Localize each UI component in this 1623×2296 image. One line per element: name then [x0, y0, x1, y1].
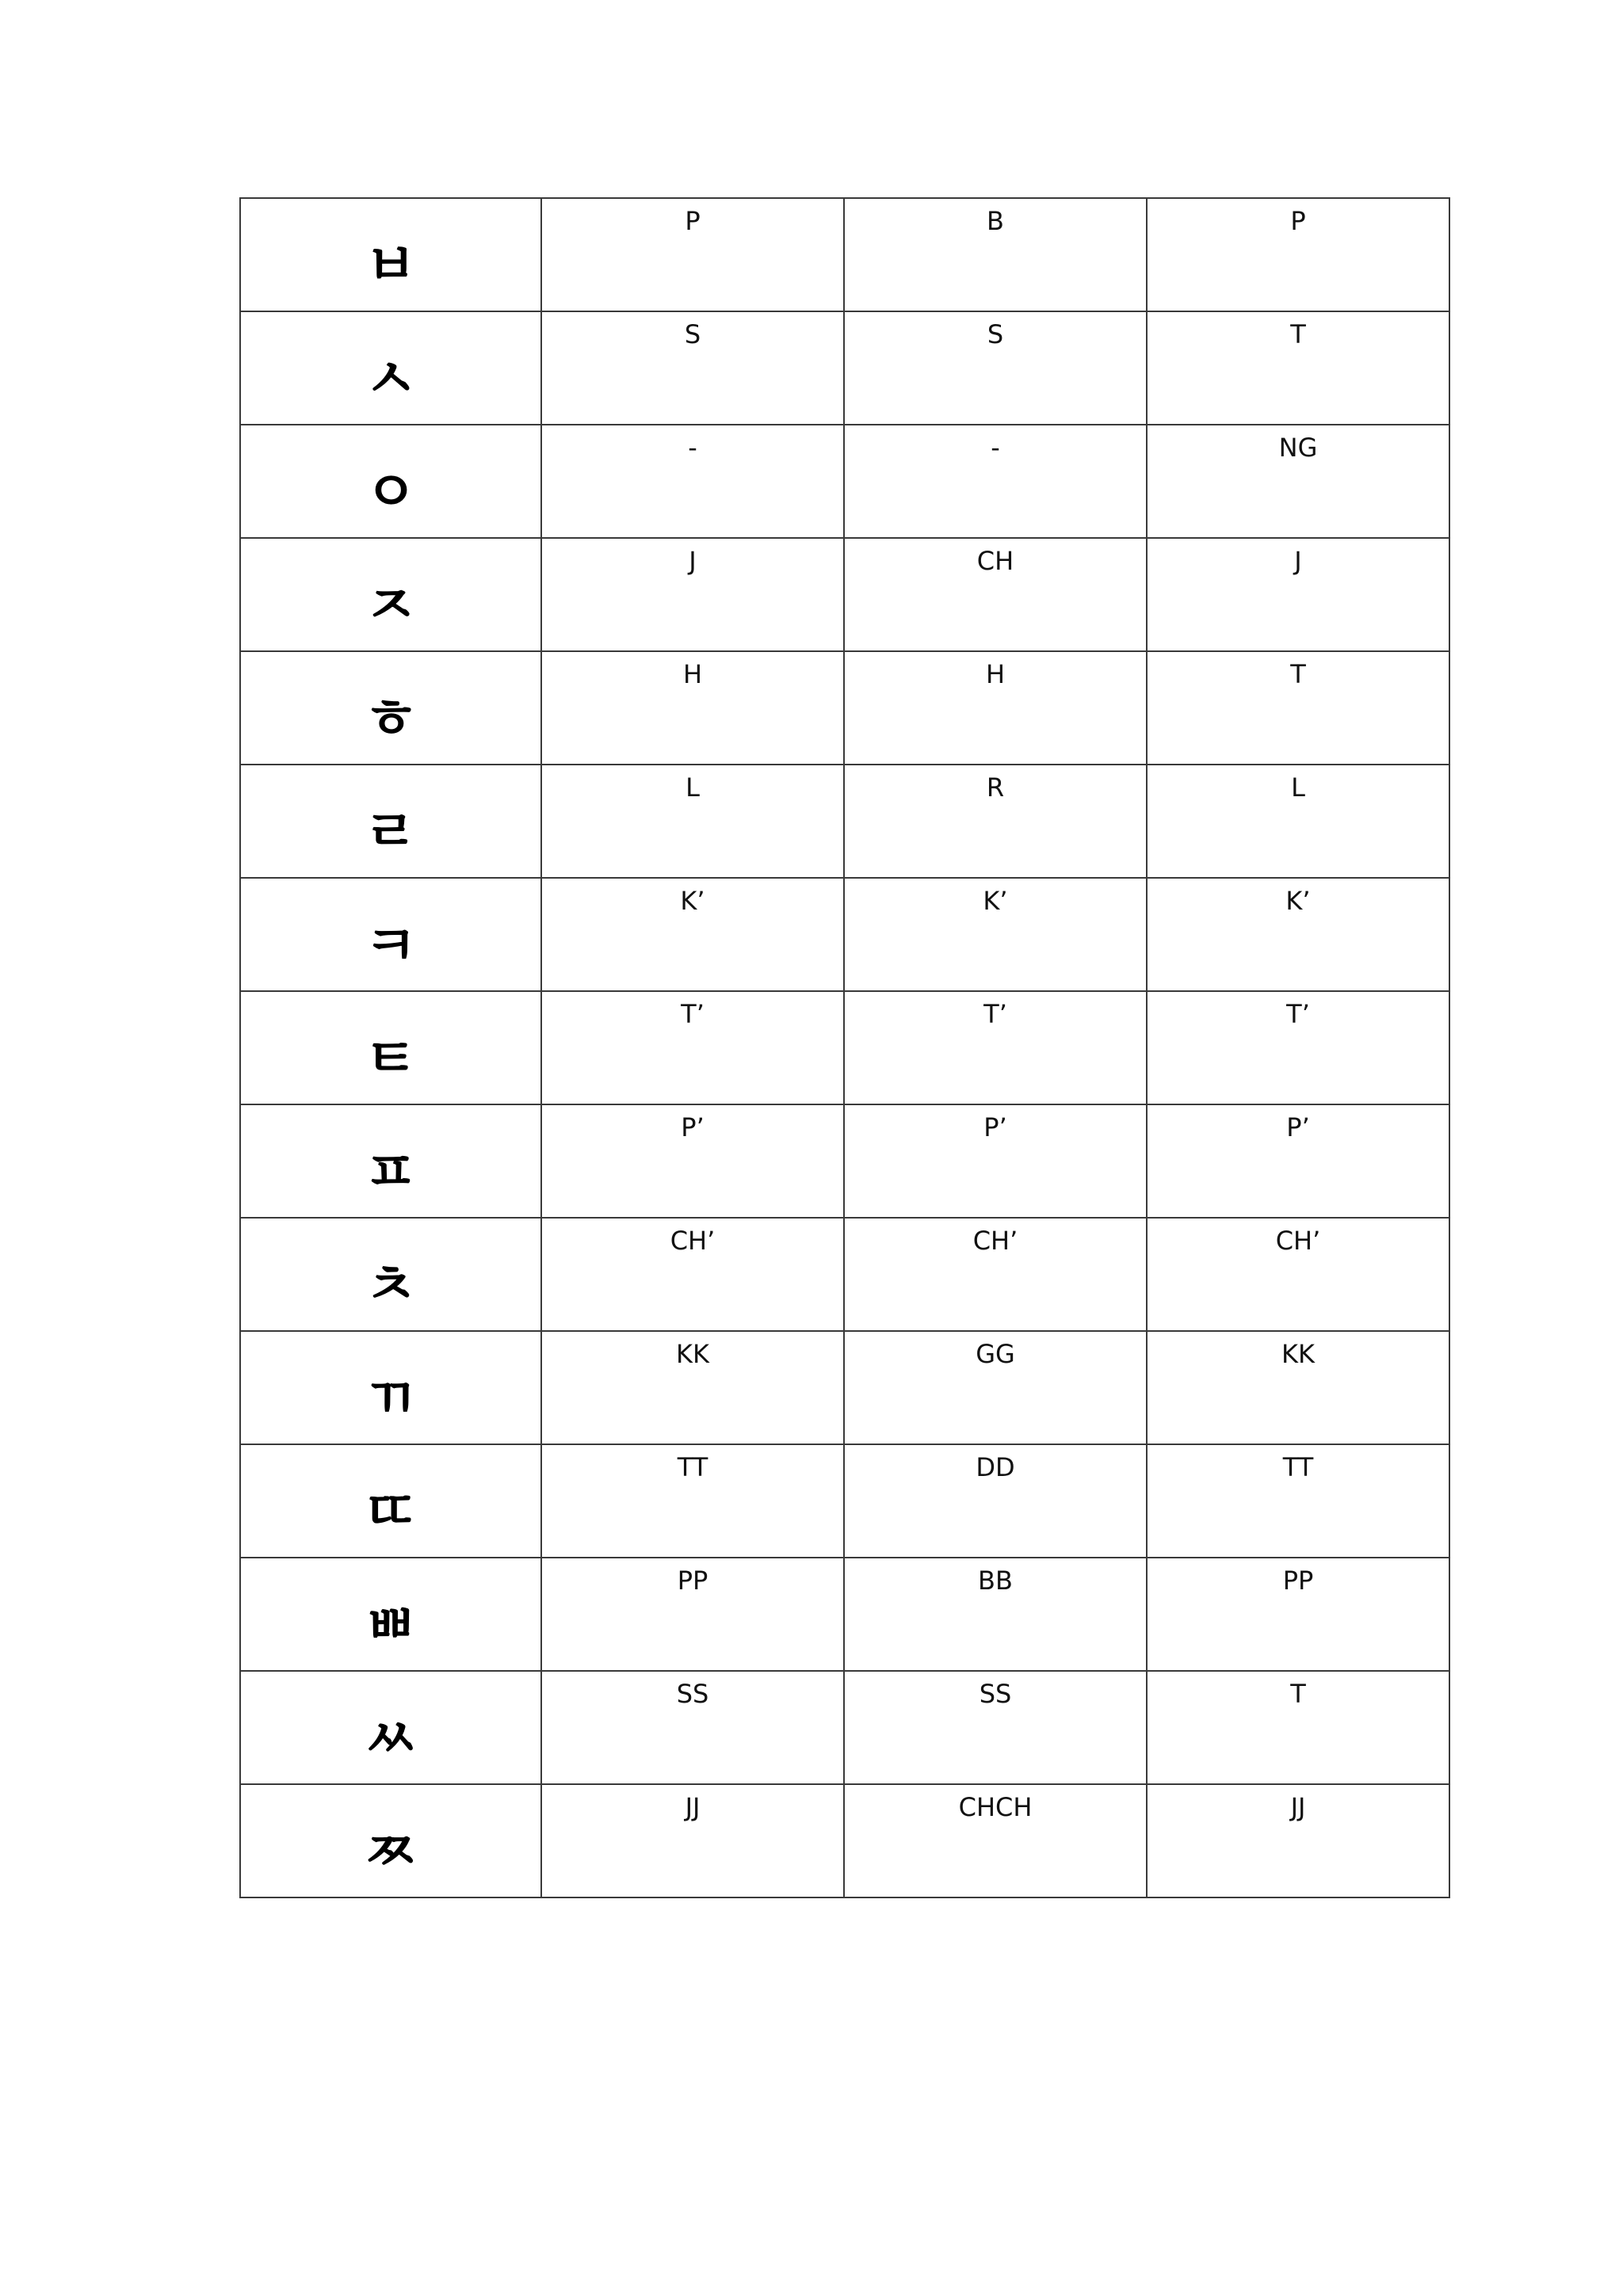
- sound-cell: [844, 1104, 1147, 1218]
- romanization-text: KK: [1281, 1339, 1315, 1369]
- hangul-letter: ㅋ: [364, 913, 418, 978]
- table-row: [240, 1218, 1449, 1331]
- letter-cell: [240, 1444, 541, 1558]
- letter-cell: [240, 425, 541, 538]
- sound-cell: [541, 425, 844, 538]
- sound-cell: [844, 1671, 1147, 1784]
- sound-cell: [844, 765, 1147, 878]
- table-row: [240, 198, 1449, 311]
- sound-cell: [1147, 878, 1449, 991]
- sound-cell: [844, 878, 1147, 991]
- sound-cell: [1147, 1218, 1449, 1331]
- table-row: [240, 878, 1449, 991]
- sound-cell: [541, 991, 844, 1104]
- romanization-text: -: [688, 433, 697, 463]
- sound-cell: [1147, 1558, 1449, 1671]
- sound-cell: [844, 1444, 1147, 1558]
- table-row: [240, 1104, 1449, 1218]
- romanization-text: K’: [983, 886, 1008, 916]
- romanization-text: CHCH: [958, 1792, 1033, 1822]
- sound-cell: [541, 765, 844, 878]
- sound-cell: [541, 878, 844, 991]
- romanization-text: GG: [976, 1339, 1015, 1369]
- table-row: [240, 1558, 1449, 1671]
- romanization-text: T’: [983, 999, 1007, 1029]
- table-row: [240, 425, 1449, 538]
- sound-cell: [541, 311, 844, 425]
- romanization-text: J: [1294, 546, 1302, 576]
- sound-cell: [541, 651, 844, 765]
- table-row: [240, 1331, 1449, 1444]
- table-row: [240, 1444, 1449, 1558]
- romanization-text: KK: [676, 1339, 709, 1369]
- sound-cell: [541, 1558, 844, 1671]
- romanization-text: SS: [676, 1679, 709, 1709]
- sound-cell: [844, 1558, 1147, 1671]
- hangul-letter: ㅈ: [364, 573, 418, 638]
- romanization-text: L: [1291, 772, 1305, 803]
- romanization-text: H: [985, 659, 1006, 689]
- hangul-letter: ㅎ: [364, 686, 418, 751]
- hangul-letter: ㅆ: [364, 1706, 418, 1771]
- romanization-text: TT: [677, 1452, 708, 1482]
- romanization-text: P’: [1286, 1112, 1310, 1142]
- table-row: [240, 991, 1449, 1104]
- hangul-letter: ㅂ: [364, 233, 418, 298]
- hangul-consonant-table: [239, 197, 1450, 1898]
- hangul-letter: ㅃ: [364, 1592, 418, 1657]
- sound-cell: [541, 1104, 844, 1218]
- romanization-text: T: [1290, 1679, 1306, 1709]
- hangul-letter: ㅇ: [364, 460, 418, 524]
- sound-cell: [1147, 1784, 1449, 1897]
- romanization-text: NG: [1278, 433, 1318, 463]
- sound-cell: [1147, 651, 1449, 765]
- hangul-letter: ㄹ: [364, 799, 418, 864]
- sound-cell: [844, 538, 1147, 651]
- sound-cell: [541, 198, 844, 311]
- sound-cell: [541, 1444, 844, 1558]
- romanization-text: JJ: [1290, 1792, 1306, 1822]
- sound-cell: [541, 1784, 844, 1897]
- romanization-text: P: [1290, 206, 1306, 236]
- letter-cell: [240, 765, 541, 878]
- romanization-text: JJ: [685, 1792, 701, 1822]
- sound-cell: [1147, 425, 1449, 538]
- romanization-text: R: [986, 772, 1005, 803]
- romanization-text: T’: [1286, 999, 1310, 1029]
- sound-cell: [1147, 765, 1449, 878]
- romanization-text: P’: [983, 1112, 1007, 1142]
- romanization-text: -: [991, 433, 1000, 463]
- romanization-text: CH: [976, 546, 1014, 576]
- sound-cell: [844, 1784, 1147, 1897]
- sound-cell: [541, 1218, 844, 1331]
- table-row: [240, 765, 1449, 878]
- sound-cell: [541, 1331, 844, 1444]
- romanization-text: K’: [1285, 886, 1311, 916]
- sound-cell: [844, 1331, 1147, 1444]
- sound-cell: [541, 1671, 844, 1784]
- sound-cell: [1147, 198, 1449, 311]
- sound-cell: [1147, 991, 1449, 1104]
- romanization-text: J: [689, 546, 697, 576]
- romanization-text: T’: [681, 999, 705, 1029]
- hangul-letter: ㅍ: [364, 1139, 418, 1204]
- letter-cell: [240, 1558, 541, 1671]
- sound-cell: [844, 198, 1147, 311]
- table-row: [240, 538, 1449, 651]
- hangul-letter: ㅌ: [364, 1026, 418, 1091]
- sound-cell: [844, 651, 1147, 765]
- romanization-text: TT: [1282, 1452, 1314, 1482]
- romanization-text: PP: [1282, 1566, 1314, 1596]
- sound-cell: [844, 311, 1147, 425]
- hangul-letter: ㄲ: [364, 1366, 418, 1431]
- letter-cell: [240, 651, 541, 765]
- table-row: [240, 1671, 1449, 1784]
- letter-cell: [240, 1104, 541, 1218]
- romanization-text: S: [684, 319, 701, 349]
- romanization-text: B: [987, 206, 1004, 236]
- romanization-text: CH’: [1275, 1226, 1321, 1256]
- letter-cell: [240, 991, 541, 1104]
- romanization-text: T: [1290, 659, 1306, 689]
- sound-cell: [541, 538, 844, 651]
- sound-cell: [1147, 311, 1449, 425]
- sound-cell: [844, 991, 1147, 1104]
- letter-cell: [240, 1784, 541, 1897]
- romanization-text: H: [682, 659, 703, 689]
- letter-cell: [240, 1671, 541, 1784]
- letter-cell: [240, 878, 541, 991]
- sound-cell: [1147, 538, 1449, 651]
- sound-cell: [1147, 1671, 1449, 1784]
- table-row: [240, 651, 1449, 765]
- romanization-text: CH’: [972, 1226, 1018, 1256]
- table-body: [240, 198, 1449, 1897]
- table-row: [240, 1784, 1449, 1897]
- romanization-text: S: [987, 319, 1004, 349]
- letter-cell: [240, 1331, 541, 1444]
- sound-cell: [844, 425, 1147, 538]
- romanization-text: SS: [979, 1679, 1012, 1709]
- hangul-letter: ㅅ: [364, 346, 418, 411]
- romanization-text: L: [685, 772, 700, 803]
- romanization-text: P’: [681, 1112, 705, 1142]
- letter-cell: [240, 198, 541, 311]
- sound-cell: [1147, 1331, 1449, 1444]
- letter-cell: [240, 1218, 541, 1331]
- hangul-letter: ㄸ: [364, 1479, 418, 1544]
- sound-cell: [1147, 1104, 1449, 1218]
- romanization-text: DD: [976, 1452, 1015, 1482]
- table-row: [240, 311, 1449, 425]
- hangul-letter: ㅉ: [364, 1819, 418, 1884]
- romanization-text: BB: [978, 1566, 1013, 1596]
- sound-cell: [844, 1218, 1147, 1331]
- hangul-letter: ㅊ: [364, 1253, 418, 1318]
- romanization-text: PP: [677, 1566, 708, 1596]
- letter-cell: [240, 311, 541, 425]
- romanization-text: CH’: [670, 1226, 716, 1256]
- letter-cell: [240, 538, 541, 651]
- sound-cell: [1147, 1444, 1449, 1558]
- romanization-text: K’: [680, 886, 705, 916]
- romanization-text: P: [685, 206, 701, 236]
- romanization-text: T: [1290, 319, 1306, 349]
